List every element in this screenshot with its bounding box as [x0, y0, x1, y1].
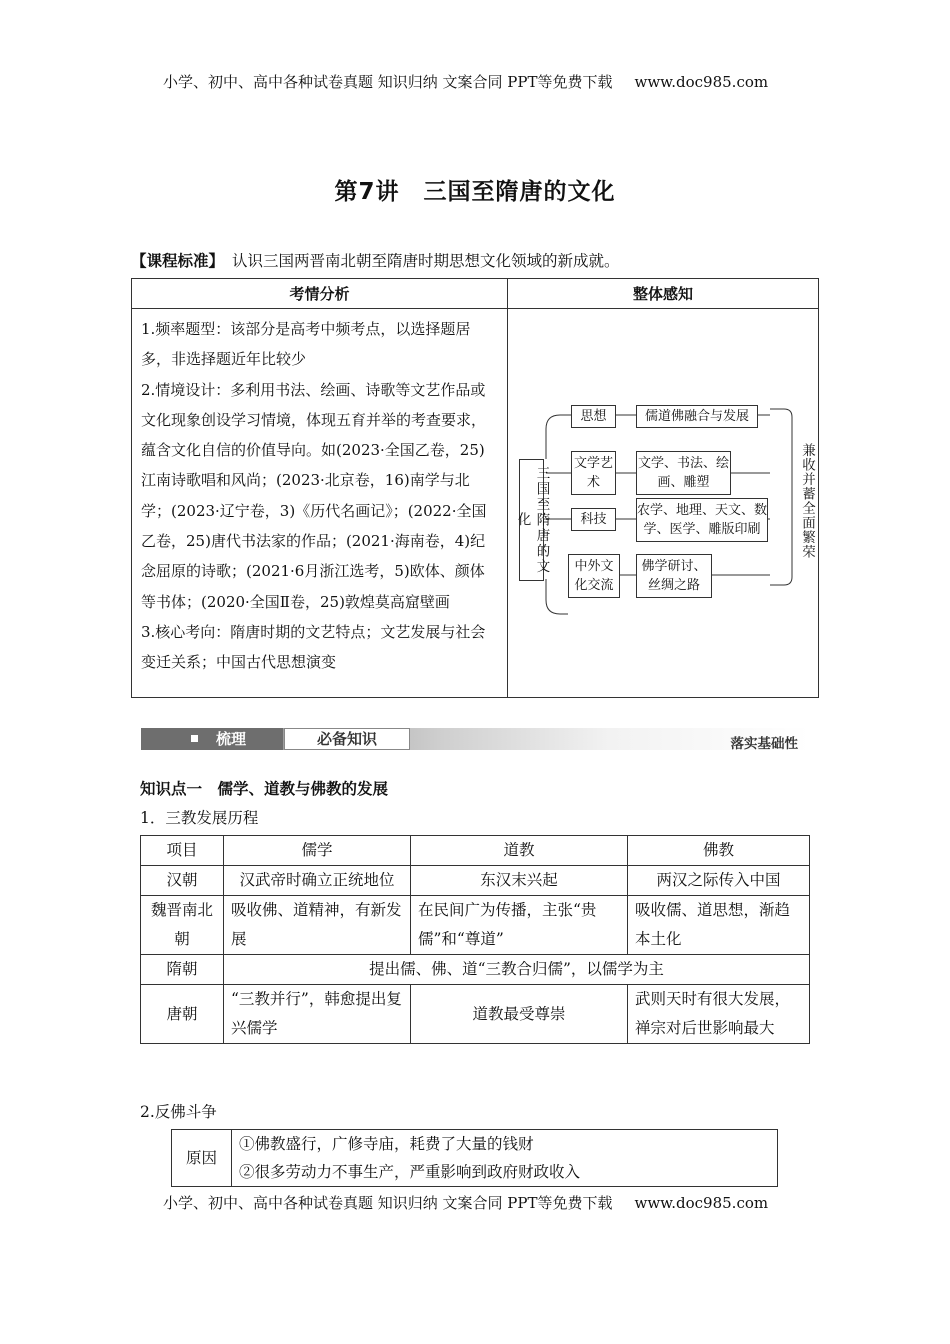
table-cell — [232, 1130, 778, 1187]
footer-url[interactable]: www.doc985.com — [634, 1194, 769, 1212]
table-cell: 汉武帝时确立正统地位 — [224, 866, 411, 896]
detail-cultural-exchange: 佛学研讨、丝绸之路 — [636, 554, 712, 598]
page-footer — [163, 1192, 768, 1213]
connector-line — [546, 579, 568, 614]
connector-line — [546, 415, 571, 459]
branch-thought: 思想 — [571, 405, 616, 428]
branch-literature-art: 文学艺术 — [571, 451, 616, 495]
table-cell: 两汉之际传入中国 — [628, 866, 810, 896]
table-header: 项目 — [141, 836, 224, 866]
footer-text: 小学、初中、高中各种试卷真题 知识归纳 文案合同 PPT等免费下载 — [163, 1194, 613, 1212]
table-cell: 武则天时有很大发展，禅宗对后世影响最大 — [628, 985, 810, 1044]
section-band — [141, 728, 810, 750]
table-row — [141, 866, 810, 896]
section-heading: 1．三教发展历程 — [140, 809, 259, 827]
table-cell: 在民间广为传播，主张“贵儒”和“尊道” — [411, 896, 628, 955]
standard-label: 【课程标准】 — [131, 252, 225, 270]
course-standard — [131, 249, 620, 271]
reason-line: ②很多劳动力不事生产，严重影响到政府财政收入 — [239, 1163, 581, 1181]
diagram-root: 三国至隋唐的文化 — [519, 459, 544, 581]
standard-text: 认识三国两晋南北朝至隋唐时期思想文化领域的新成就。 — [232, 252, 620, 270]
table-cell: 汉朝 — [141, 866, 224, 896]
table-row — [141, 896, 810, 955]
branch-technology: 科技 — [571, 508, 616, 531]
overview-col-analysis: 考情分析 — [132, 279, 508, 309]
table-row — [141, 985, 810, 1044]
overview-col-perception: 整体感知 — [508, 279, 819, 309]
analysis-item: 2.情境设计：多利用书法、绘画、诗歌等文艺作品或文化现象创设学习情境，体现五育并举的考查要求，蕴含文化自信的价值导向。如(2023·全国乙卷，25)江南诗歌唱和风尚；(2023·北京卷，16)南学与北学；(2023·辽宁卷，3)《历代名画记》；(2022·全国乙卷，25)唐代书法家的作品；(2021·海南卷，4)纪念屈原的诗歌；(2021·6月浙江选考，5)欧体、颜体等书体；(2020·全国Ⅱ卷，25)敦煌莫高窟壁画 — [141, 380, 487, 611]
diagram-summary: 兼收并蓄全面繁荣 — [799, 443, 815, 559]
concept-diagram-cell — [508, 309, 819, 698]
detail-thought: 儒道佛融合与发展 — [636, 405, 758, 428]
table-header-row — [141, 836, 810, 866]
table-row — [141, 955, 810, 985]
page-header — [163, 71, 768, 92]
anti-buddhism-table — [171, 1129, 778, 1187]
page-title: 第7讲 三国至隋唐的文化 — [334, 179, 616, 205]
table-cell: 提出儒、佛、道“三教合归儒”，以儒学为主 — [224, 955, 810, 985]
analysis-item: 1.频率题型：该部分是高考中频考点，以选择题居多，非选择题近年比较少 — [141, 320, 471, 369]
table-cell: 魏晋南北朝 — [141, 896, 224, 955]
table-header: 佛教 — [628, 836, 810, 866]
detail-literature-art: 文学、书法、绘画、雕塑 — [636, 451, 731, 495]
detail-technology: 农学、地理、天文、数学、医学、雕版印刷 — [636, 498, 768, 542]
table-cell: 吸收儒、道思想，渐趋本土化 — [628, 896, 810, 955]
table-cell: 吸收佛、道精神，有新发展 — [224, 896, 411, 955]
table-cell: “三教并行”，韩愈提出复兴儒学 — [224, 985, 411, 1044]
table-cell: 原因 — [172, 1130, 232, 1187]
table-row — [172, 1130, 778, 1187]
table-header: 道教 — [411, 836, 628, 866]
table-cell: 东汉末兴起 — [411, 866, 628, 896]
table-cell: 道教最受尊崇 — [411, 985, 628, 1044]
three-teachings-table — [140, 835, 810, 1044]
table-cell: 唐朝 — [141, 985, 224, 1044]
section-heading: 2.反佛斗争 — [140, 1103, 217, 1121]
band-left-label: 梳理 — [216, 730, 247, 748]
analysis-item: 3.核心考向：隋唐时期的文艺特点；文艺发展与社会变迁关系；中国古代思想演变 — [141, 622, 486, 672]
band-left — [141, 728, 283, 750]
square-icon — [191, 735, 198, 742]
overview-table — [131, 278, 819, 698]
branch-cultural-exchange: 中外文化交流 — [568, 554, 620, 598]
band-mid: 必备知识 — [284, 728, 410, 750]
header-text: 小学、初中、高中各种试卷真题 知识归纳 文案合同 PPT等免费下载 — [163, 73, 613, 91]
summary-bracket — [770, 409, 792, 585]
knowledge-point-title: 知识点一 儒学、道教与佛教的发展 — [140, 780, 389, 798]
reason-line: ①佛教盛行，广修寺庙，耗费了大量的钱财 — [239, 1135, 534, 1153]
table-cell: 隋朝 — [141, 955, 224, 985]
table-header: 儒学 — [224, 836, 411, 866]
band-right: 落实基础性 — [730, 736, 798, 752]
header-url[interactable]: www.doc985.com — [634, 73, 769, 91]
analysis-cell — [132, 309, 508, 698]
